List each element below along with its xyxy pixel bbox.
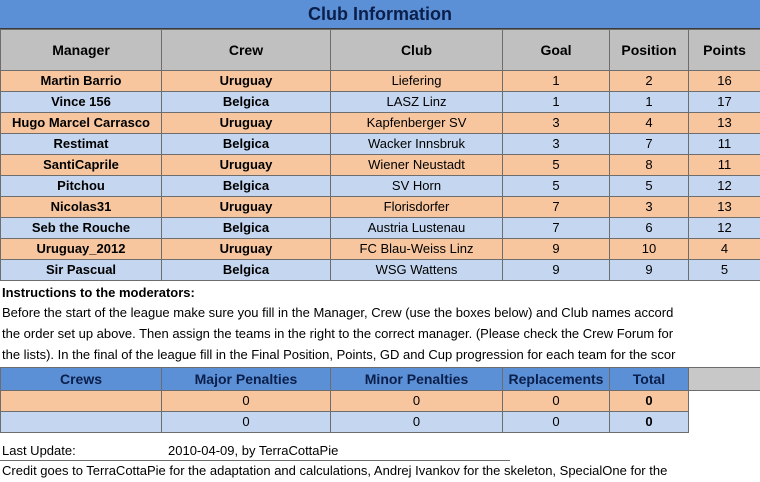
header-major-penalties[interactable]: Major Penalties [162, 368, 331, 391]
points-cell[interactable]: 5 [689, 260, 760, 281]
table-row [1, 71, 760, 92]
total-cell[interactable]: 0 [610, 412, 689, 433]
header-points[interactable]: Points [689, 30, 760, 71]
club-cell[interactable]: WSG Wattens [331, 260, 503, 281]
replacements-cell[interactable]: 0 [503, 391, 610, 412]
credit-line: Credit goes to TerraCottaPie for the adaptation and calculations, Andrej Ivankov for the skeleton, SpecialOne for the [2, 463, 668, 478]
club-cell[interactable]: Florisdorfer [331, 197, 503, 218]
goal-cell[interactable]: 1 [503, 71, 610, 92]
manager-cell[interactable]: Hugo Marcel Carrasco [1, 113, 162, 134]
manager-cell[interactable]: Seb the Rouche [1, 218, 162, 239]
club-cell[interactable]: Liefering [331, 71, 503, 92]
club-cell[interactable]: Kapfenberger SV [331, 113, 503, 134]
goal-cell[interactable]: 9 [503, 260, 610, 281]
manager-cell[interactable]: Sir Pascual [1, 260, 162, 281]
goal-cell[interactable]: 7 [503, 197, 610, 218]
table-row [1, 239, 760, 260]
position-cell[interactable]: 1 [610, 92, 689, 113]
position-cell[interactable]: 3 [610, 197, 689, 218]
total-cell[interactable]: 0 [610, 391, 689, 412]
position-cell[interactable]: 8 [610, 155, 689, 176]
goal-cell[interactable]: 3 [503, 134, 610, 155]
header-club[interactable]: Club [331, 30, 503, 71]
points-cell[interactable]: 13 [689, 197, 760, 218]
club-cell[interactable]: SV Horn [331, 176, 503, 197]
table-row [1, 92, 760, 113]
major-penalties-cell[interactable]: 0 [162, 391, 331, 412]
manager-cell[interactable]: Pitchou [1, 176, 162, 197]
manager-cell[interactable]: SantiCaprile [1, 155, 162, 176]
position-cell[interactable]: 4 [610, 113, 689, 134]
crew-cell[interactable]: Belgica [162, 176, 331, 197]
crew-cell[interactable]: Uruguay [162, 155, 331, 176]
club-information-table [0, 29, 760, 281]
table-row [1, 113, 760, 134]
manager-cell[interactable]: Vince 156 [1, 92, 162, 113]
club-cell[interactable]: Austria Lustenau [331, 218, 503, 239]
points-cell[interactable]: 11 [689, 134, 760, 155]
header-replacements[interactable]: Replacements [503, 368, 610, 391]
instructions-heading: Instructions to the moderators: [2, 285, 195, 300]
replacements-cell[interactable]: 0 [503, 412, 610, 433]
position-cell[interactable]: 2 [610, 71, 689, 92]
goal-cell[interactable]: 5 [503, 155, 610, 176]
header-minor-penalties[interactable]: Minor Penalties [331, 368, 503, 391]
manager-cell[interactable]: Martin Barrio [1, 71, 162, 92]
points-cell[interactable]: 13 [689, 113, 760, 134]
position-cell[interactable]: 7 [610, 134, 689, 155]
points-cell[interactable]: 17 [689, 92, 760, 113]
instructions-line-3: the lists). In the final of the league fill in the Final Position, Points, GD and Cup progression for each team for the scor [2, 347, 676, 362]
position-cell[interactable]: 9 [610, 260, 689, 281]
club-table-header-row [1, 30, 760, 71]
goal-cell[interactable]: 7 [503, 218, 610, 239]
header-goal[interactable]: Goal [503, 30, 610, 71]
crews-header-row [1, 368, 760, 391]
club-cell[interactable]: LASZ Linz [331, 92, 503, 113]
crew-cell[interactable]: Belgica [162, 134, 331, 155]
table-row [1, 260, 760, 281]
header-crew[interactable]: Crew [162, 30, 331, 71]
gray-filler-cell [689, 368, 760, 391]
position-cell[interactable]: 10 [610, 239, 689, 260]
table-row [1, 218, 760, 239]
crew-cell[interactable]: Uruguay [162, 113, 331, 134]
crew-cell[interactable]: Belgica [162, 92, 331, 113]
minor-penalties-cell[interactable]: 0 [331, 412, 503, 433]
last-update-value[interactable]: 2010-04-09, by TerraCottaPie [168, 443, 339, 458]
crew-cell[interactable]: Uruguay [162, 197, 331, 218]
major-penalties-cell[interactable]: 0 [162, 412, 331, 433]
last-update-label: Last Update: [2, 443, 76, 458]
club-cell[interactable]: FC Blau-Weiss Linz [331, 239, 503, 260]
header-position[interactable]: Position [610, 30, 689, 71]
club-cell[interactable]: Wacker Innsbruk [331, 134, 503, 155]
last-update-row [0, 441, 760, 461]
points-cell[interactable]: 12 [689, 218, 760, 239]
minor-penalties-cell[interactable]: 0 [331, 391, 503, 412]
instructions-line-2: the order set up above. Then assign the teams in the right to the correct manager. (Please check the Crew Forum for [2, 326, 674, 341]
crew-name-cell[interactable] [1, 391, 162, 412]
table-row [1, 176, 760, 197]
table-row [1, 134, 760, 155]
goal-cell[interactable]: 5 [503, 176, 610, 197]
points-cell[interactable]: 12 [689, 176, 760, 197]
points-cell[interactable]: 4 [689, 239, 760, 260]
header-total[interactable]: Total [610, 368, 689, 391]
crew-row [1, 412, 760, 433]
goal-cell[interactable]: 9 [503, 239, 610, 260]
crew-cell[interactable]: Uruguay [162, 239, 331, 260]
table-row [1, 155, 760, 176]
header-manager[interactable]: Manager [1, 30, 162, 71]
manager-cell[interactable]: Restimat [1, 134, 162, 155]
crew-row [1, 391, 760, 412]
crew-cell[interactable]: Belgica [162, 260, 331, 281]
crew-cell[interactable]: Belgica [162, 218, 331, 239]
points-cell[interactable]: 16 [689, 71, 760, 92]
page-title: Club Information [0, 0, 760, 29]
goal-cell[interactable]: 3 [503, 113, 610, 134]
points-cell[interactable]: 11 [689, 155, 760, 176]
position-cell[interactable]: 6 [610, 218, 689, 239]
position-cell[interactable]: 5 [610, 176, 689, 197]
crew-cell[interactable]: Uruguay [162, 71, 331, 92]
goal-cell[interactable]: 1 [503, 92, 610, 113]
header-crews[interactable]: Crews [1, 368, 162, 391]
crews-penalties-table [0, 367, 760, 433]
instructions-line-1: Before the start of the league make sure you fill in the Manager, Crew (use the boxes below) and Club names accord [2, 305, 674, 320]
club-cell[interactable]: Wiener Neustadt [331, 155, 503, 176]
manager-cell[interactable]: Uruguay_2012 [1, 239, 162, 260]
crew-name-cell[interactable] [1, 412, 162, 433]
manager-cell[interactable]: Nicolas31 [1, 197, 162, 218]
table-row [1, 197, 760, 218]
